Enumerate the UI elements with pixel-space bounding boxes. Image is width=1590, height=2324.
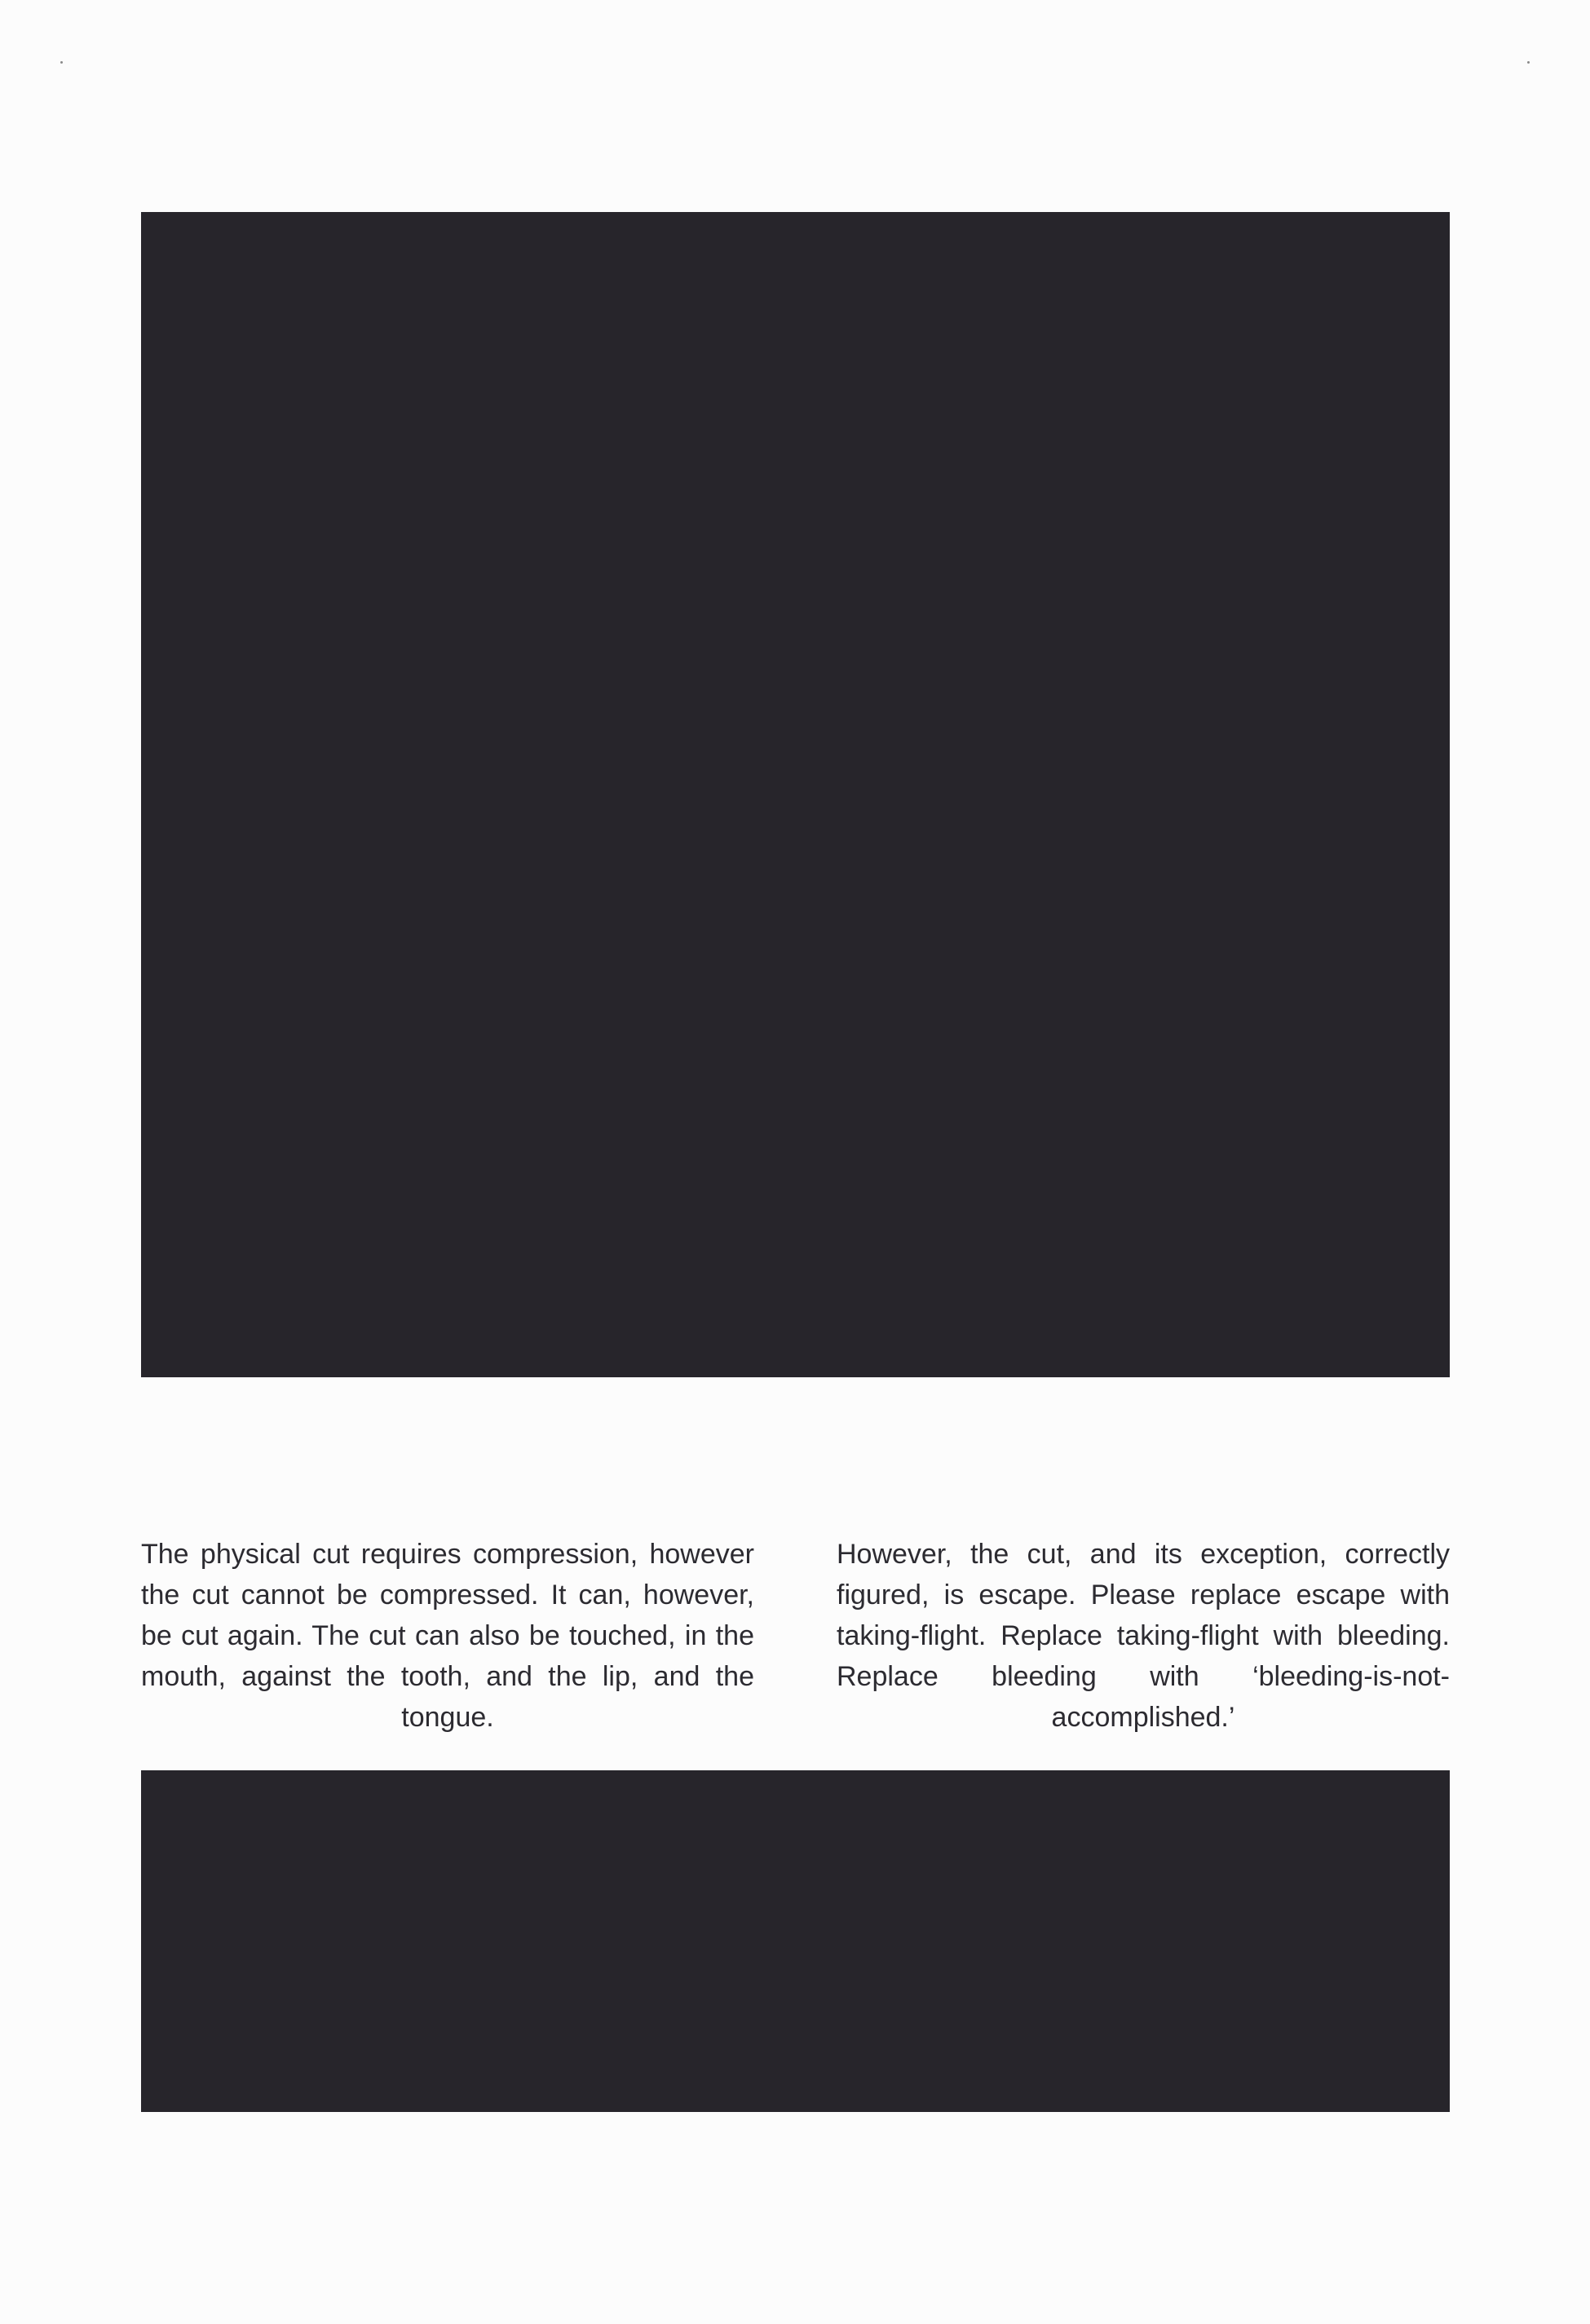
crop-mark-left [60,61,63,64]
crop-mark-right [1527,61,1530,64]
top-image-block [141,212,1450,1377]
bottom-image-block [141,1770,1450,2112]
text-column-right: However, the cut, and its exception, correctly figured, is escape. Please replace escape with taking-flight. Replace taking-flight with bleeding. Replace bleeding with ‘bleeding-is-not-accomplished.’ [837,1539,1450,1733]
text-column-left: The physical cut requires compression, however the cut cannot be compressed. It can, however, be cut again. The cut can also be touched, in the mouth, against the tooth, and the lip, and the tongue. [141,1539,754,1733]
